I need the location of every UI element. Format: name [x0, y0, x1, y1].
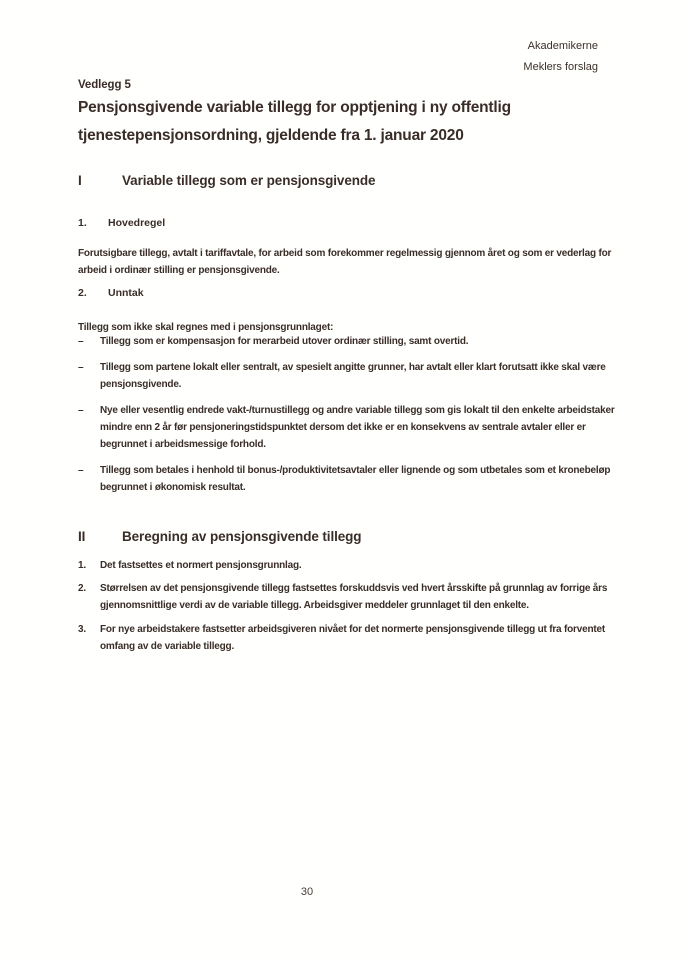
item-number: 2. — [78, 583, 86, 595]
subsection-2-number: 2. — [78, 287, 87, 299]
subsection-1-heading — [78, 217, 165, 229]
attachment-label: Vedlegg 5 — [78, 79, 131, 91]
header-proposal-label: Meklers forslag — [523, 61, 598, 73]
section-2-heading-text: Beregning av pensjonsgivende tillegg — [122, 529, 362, 544]
paragraph-hovedregel: Forutsigbare tillegg, avtalt i tariffavtale, for arbeid som forekommer regelmessig gjennom året og som er vederlag for arbeid i ordinær stilling er pensjonsgivende. — [78, 248, 612, 277]
subsection-2-heading — [78, 287, 144, 299]
bullet-text: Tillegg som partene lokalt eller sentralt, av spesielt angitte grunner, har avtalt eller klart forutsatt ikke skal være pensjonsgivende. — [100, 361, 606, 390]
section-1-number: I — [78, 173, 82, 188]
section-2-heading — [78, 529, 361, 544]
list-item — [78, 621, 626, 655]
bullet-dash: – — [78, 361, 84, 373]
bullet-dash: – — [78, 464, 84, 476]
subsection-2-heading-text: Unntak — [108, 287, 144, 299]
header-right — [523, 36, 598, 78]
section-2-number: II — [78, 529, 86, 544]
list-item — [78, 402, 626, 454]
list-item — [78, 462, 626, 496]
bullet-dash: – — [78, 336, 84, 347]
item-text: Størrelsen av det pensjonsgivende tillegg fastsettes forskuddsvis ved hvert årsskifte på grunnlag av forrige års gjennomsnittlige verdi av de variable tillegg. Arbeidsgiver meddeler grunnlaget til den enkelte. — [100, 583, 608, 612]
page-number: 30 — [300, 886, 314, 898]
item-number: 3. — [78, 623, 86, 635]
bullet-text: Tillegg som er kompensasjon for merarbeid utover ordinær stilling, samt overtid. — [100, 336, 469, 347]
section-1-heading — [78, 173, 375, 188]
item-text: Det fastsettes et normert pensjonsgrunnlag. — [100, 560, 302, 571]
item-text: For nye arbeidstakere fastsetter arbeidsgiveren nivået for det normerte pensjonsgivende tillegg ut fra forventet omfang av de variable tillegg. — [100, 623, 605, 652]
bullet-text: Nye eller vesentlig endrede vakt-/turnustillegg og andre variable tillegg som gis lokalt til den enkelte arbeidstaker mindre enn 2 år før pensjoneringstidspunktet dersom det ikke er en konsekvens av sentrale avtaler eller er begrunnet i arbeidsmessige forhold. — [100, 404, 615, 451]
list-item — [78, 580, 626, 614]
unntak-bullet-list — [78, 333, 626, 505]
list-item — [78, 333, 626, 350]
subsection-1-number: 1. — [78, 217, 87, 229]
list-item — [78, 557, 626, 574]
document-title: Pensjonsgivende variable tillegg for opptjening i ny offentlig tjenestepensjonsordning, gjeldende fra 1. januar 2020 — [78, 99, 511, 144]
subsection-1-heading-text: Hovedregel — [108, 217, 166, 229]
beregning-numbered-list — [78, 557, 626, 661]
section-1-heading-text: Variable tillegg som er pensjonsgivende — [122, 173, 376, 188]
bullet-dash: – — [78, 404, 84, 416]
item-number: 1. — [78, 560, 86, 571]
bullet-text: Tillegg som betales i henhold til bonus-/produktivitetsavtaler eller lignende og som utbetales som et kronebeløp begrunnet i økonomisk resultat. — [100, 464, 611, 493]
paragraph-unntak-intro: Tillegg som ikke skal regnes med i pensjonsgrunnlaget: — [78, 322, 334, 333]
list-item — [78, 359, 626, 393]
header-organization: Akademikerne — [527, 40, 598, 52]
